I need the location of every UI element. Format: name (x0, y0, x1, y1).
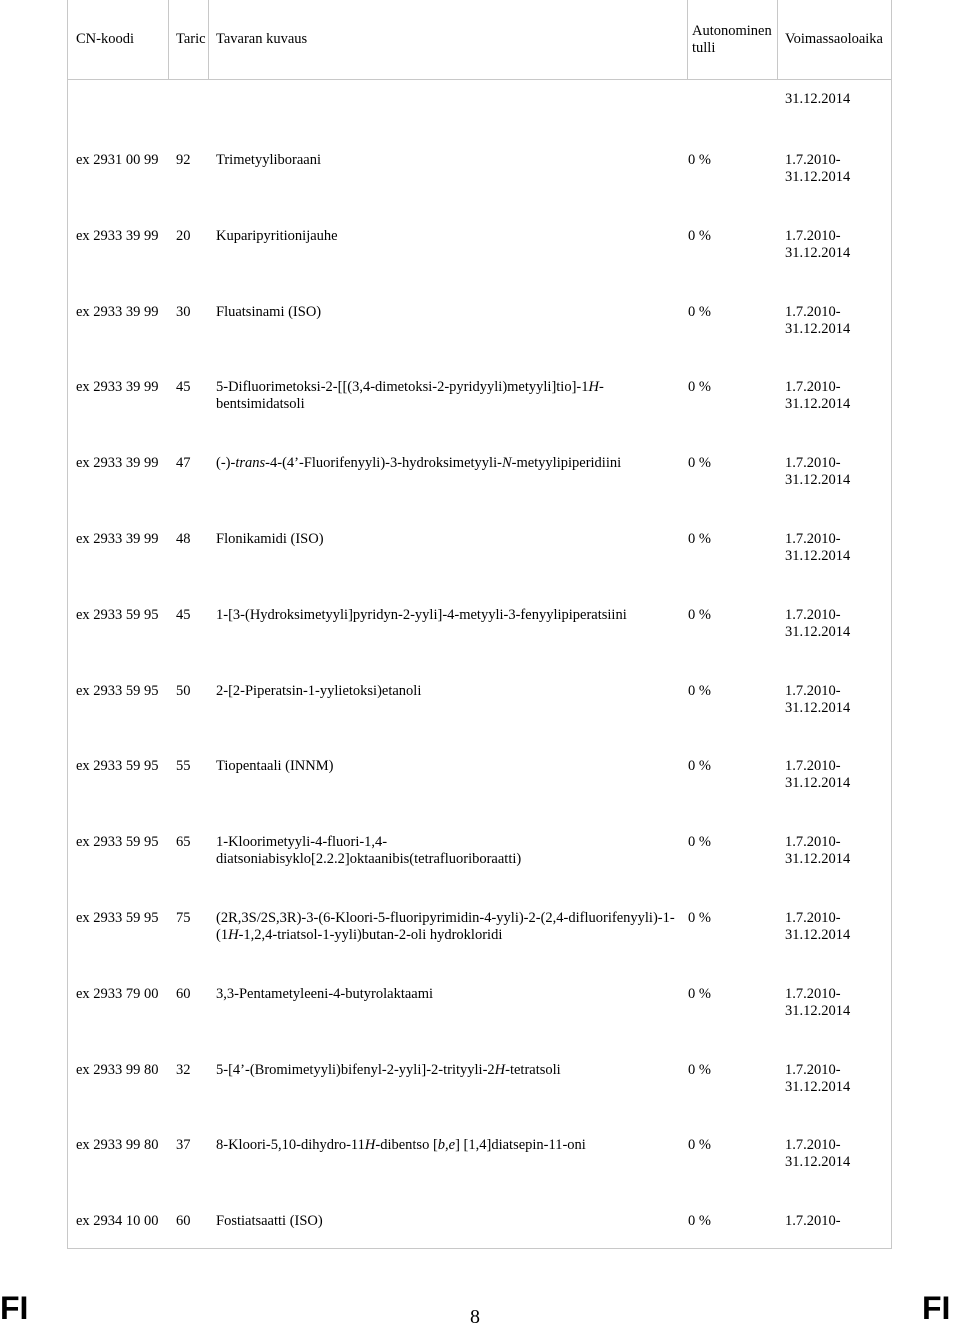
taric-cell: 48 (176, 531, 191, 547)
valid-to: 31.12.2014 (785, 320, 851, 337)
validity-cell (785, 758, 885, 792)
duty-cell: 0 % (688, 1061, 711, 1078)
table-row (68, 986, 891, 1062)
header-taric: Taric (176, 31, 206, 47)
duty-cell: 0 % (688, 531, 711, 547)
cn-code-cell: ex 2933 39 99 (76, 455, 159, 472)
cn-code-cell: ex 2933 99 80 (76, 1061, 159, 1078)
page-number: 8 (470, 1306, 480, 1328)
table-row (68, 531, 891, 607)
validity-cell (785, 1137, 885, 1171)
duty-cell: 0 % (688, 152, 711, 168)
table-row (68, 607, 891, 683)
validity-cell (785, 531, 885, 565)
header-divider (777, 0, 778, 79)
duty-cell: 0 % (688, 985, 711, 1002)
description-cell: Flonikamidi (ISO) (216, 531, 324, 547)
header-duty: Autonominen tulli (692, 22, 772, 56)
duty-cell: 0 % (688, 455, 711, 472)
table-row (68, 683, 891, 759)
description-cell: 5-[4’-(Bromimetyyli)bifenyl-2-yyli]-2-trityyli-2H-tetratsoli (216, 1061, 561, 1078)
valid-from: 1.7.2010- (785, 379, 841, 396)
cn-code-cell: ex 2933 39 99 (76, 531, 159, 547)
taric-cell: 50 (176, 682, 191, 699)
description-cell: 8-Kloori-5,10-dihydro-11H-dibentso [b,e] [1,4]diatsepin-11-oni (216, 1137, 586, 1154)
taric-cell: 65 (176, 834, 191, 851)
valid-to: 31.12.2014 (785, 548, 851, 564)
carryover-validity: 31.12.2014 (785, 91, 851, 107)
footer-language-left: FI (0, 1290, 29, 1326)
table-row (68, 910, 891, 986)
header-divider (168, 0, 169, 79)
taric-cell: 92 (176, 152, 191, 168)
table-row (68, 1137, 891, 1213)
table-row (68, 758, 891, 834)
valid-to: 31.12.2014 (785, 169, 851, 185)
table-row (68, 304, 891, 380)
validity-cell (785, 304, 885, 338)
valid-to: 31.12.2014 (785, 775, 851, 792)
valid-from: 1.7.2010- (785, 758, 841, 775)
taric-cell: 45 (176, 379, 191, 396)
valid-to: 31.12.2014 (785, 244, 851, 261)
table-row (68, 379, 891, 455)
cn-code-cell: ex 2933 79 00 (76, 985, 159, 1002)
description-cell: Fluatsinami (ISO) (216, 303, 322, 320)
duty-cell: 0 % (688, 379, 711, 396)
description-cell: 5-Difluorimetoksi-2-[[(3,4-dimetoksi-2-pyridyyli)metyyli]tio]-1H- bentsimidatsoli (216, 379, 604, 413)
cn-code-cell: ex 2933 99 80 (76, 1137, 159, 1154)
taric-cell: 75 (176, 910, 191, 926)
duty-cell: 0 % (688, 834, 711, 851)
valid-from: 1.7.2010- (785, 1061, 841, 1078)
taric-cell: 60 (176, 1213, 191, 1230)
taric-cell: 37 (176, 1137, 191, 1154)
valid-from: 1.7.2010- (785, 834, 841, 851)
header-cn-code: CN-koodi (76, 31, 134, 47)
cn-code-cell: ex 2933 59 95 (76, 606, 159, 623)
valid-from: 1.7.2010- (785, 531, 841, 547)
taric-cell: 55 (176, 758, 191, 775)
validity-cell (785, 834, 885, 868)
cn-code-cell: ex 2933 39 99 (76, 379, 159, 396)
table-row (68, 834, 891, 910)
table-row (68, 228, 891, 304)
description-cell: Tiopentaali (INNM) (216, 758, 334, 775)
header-validity: Voimassaoloaika (785, 31, 883, 47)
description-cell: (-)-trans-4-(4’-Fluorifenyyli)-3-hydroksimetyyli-N-metyylipiperidiini (216, 455, 622, 472)
valid-from: 1.7.2010- (785, 910, 841, 926)
validity-cell (785, 1062, 885, 1096)
duty-cell: 0 % (688, 606, 711, 623)
duty-cell: 0 % (688, 303, 711, 320)
valid-from: 1.7.2010- (785, 1213, 841, 1230)
validity-cell (785, 1213, 885, 1230)
description-cell: Kuparipyritionijauhe (216, 227, 338, 244)
table-header (68, 0, 891, 80)
cn-code-cell: ex 2933 39 99 (76, 303, 159, 320)
valid-from: 1.7.2010- (785, 1137, 841, 1154)
taric-cell: 32 (176, 1061, 191, 1078)
description-cell: Fostiatsaatti (ISO) (216, 1213, 323, 1230)
valid-from: 1.7.2010- (785, 227, 841, 244)
valid-to: 31.12.2014 (785, 623, 851, 640)
duty-cell: 0 % (688, 1213, 711, 1230)
validity-cell (785, 986, 885, 1020)
duty-cell: 0 % (688, 910, 711, 926)
description-cell: Trimetyyliboraani (216, 152, 321, 168)
description-cell: 2-[2-Piperatsin-1-yylietoksi)etanoli (216, 682, 422, 699)
valid-to: 31.12.2014 (785, 1154, 851, 1171)
validity-cell (785, 228, 885, 262)
header-description: Tavaran kuvaus (216, 31, 308, 47)
header-divider (208, 0, 209, 79)
taric-cell: 47 (176, 455, 191, 472)
valid-from: 1.7.2010- (785, 606, 841, 623)
duty-cell: 0 % (688, 758, 711, 775)
footer-language-right: FI (922, 1290, 951, 1326)
header-divider (687, 0, 688, 79)
cn-code-cell: ex 2931 00 99 (76, 152, 159, 168)
valid-from: 1.7.2010- (785, 985, 841, 1002)
duty-cell: 0 % (688, 227, 711, 244)
description-cell: 1-Kloorimetyyli-4-fluori-1,4- diatsoniabisyklo[2.2.2]oktaanibis(tetrafluoriboraatti) (216, 834, 522, 868)
validity-cell (785, 683, 885, 717)
valid-to: 31.12.2014 (785, 472, 851, 489)
cn-code-cell: ex 2933 59 95 (76, 834, 159, 851)
description-cell: 1-[3-(Hydroksimetyyli]pyridyn-2-yyli]-4-metyyli-3-fenyylipiperatsiini (216, 606, 627, 623)
valid-to: 31.12.2014 (785, 699, 851, 716)
cn-code-cell: ex 2934 10 00 (76, 1213, 159, 1230)
cn-code-cell: ex 2933 59 95 (76, 910, 159, 926)
taric-cell: 45 (176, 606, 191, 623)
taric-cell: 20 (176, 227, 191, 244)
validity-cell (785, 152, 885, 186)
valid-to: 31.12.2014 (785, 1078, 851, 1095)
validity-cell (785, 910, 885, 944)
table-row (68, 1062, 891, 1138)
description-cell: (2R,3S/2S,3R)-3-(6-Kloori-5-fluoripyrimidin-4-yyli)-2-(2,4-difluorifenyyli)-1- (1H-1,2,4-triatsol-1-yyli)butan-2-oli hydrokloridi (216, 910, 675, 943)
validity-cell (785, 455, 885, 489)
table-row (68, 152, 891, 228)
valid-from: 1.7.2010- (785, 152, 841, 168)
cn-code-cell: ex 2933 39 99 (76, 227, 159, 244)
valid-from: 1.7.2010- (785, 303, 841, 320)
duty-cell: 0 % (688, 682, 711, 699)
tariff-table (67, 0, 892, 1249)
cn-code-cell: ex 2933 59 95 (76, 758, 159, 775)
taric-cell: 60 (176, 985, 191, 1002)
valid-to: 31.12.2014 (785, 396, 851, 413)
validity-cell (785, 607, 885, 641)
valid-from: 1.7.2010- (785, 455, 841, 472)
description-cell: 3,3-Pentametyleeni-4-butyrolaktaami (216, 985, 434, 1002)
table-row (68, 455, 891, 531)
valid-to: 31.12.2014 (785, 1002, 851, 1019)
valid-from: 1.7.2010- (785, 682, 841, 699)
valid-to: 31.12.2014 (785, 851, 851, 868)
duty-cell: 0 % (688, 1137, 711, 1154)
table-row (68, 1213, 891, 1289)
cn-code-cell: ex 2933 59 95 (76, 682, 159, 699)
valid-to: 31.12.2014 (785, 927, 851, 943)
validity-cell (785, 379, 885, 413)
taric-cell: 30 (176, 303, 191, 320)
